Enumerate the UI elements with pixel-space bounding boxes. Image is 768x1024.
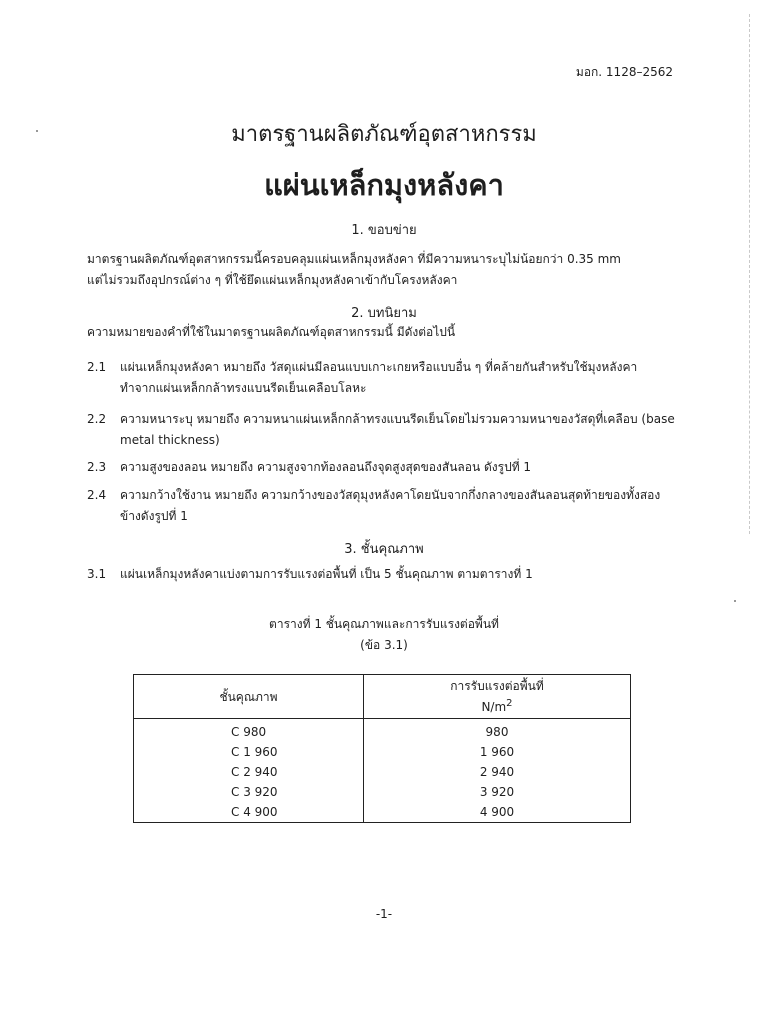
document-title-line1: มาตรฐานผลิตภัณฑ์อุตสาหกรรม — [231, 122, 537, 147]
item-text: แผ่นเหล็กมุงหลังคาแบ่งตามการรับแรงต่อพื้นที่ เป็น 5 ชั้นคุณภาพ ตามตารางที่ 1 — [120, 567, 533, 581]
scan-edge-line — [748, 14, 750, 534]
load-cell: 1 960 — [364, 742, 631, 762]
item-text-line2: ข้างดังรูปที่ 1 — [120, 509, 188, 523]
item-number: 2.1 — [87, 360, 107, 374]
document-title-line2: แผ่นเหล็กมุงหลังคา — [264, 168, 504, 202]
grade-cell: C 2 940 — [134, 762, 364, 782]
section3-heading: 3. ชั้นคุณภาพ — [344, 542, 424, 557]
table-row — [134, 802, 631, 823]
table-row — [134, 742, 631, 762]
definition-item — [87, 409, 687, 451]
section2-heading: 2. บทนิยาม — [351, 306, 417, 321]
grade-cell: C 1 960 — [134, 742, 364, 762]
definition-item — [87, 457, 687, 478]
unit-exponent: 2 — [506, 698, 513, 709]
table-header-row — [134, 675, 631, 719]
item-number: 2.4 — [87, 488, 107, 502]
grade-table — [133, 674, 631, 823]
header-load — [364, 675, 631, 719]
load-cell: 980 — [364, 719, 631, 743]
table-row — [134, 782, 631, 802]
definition-item — [87, 485, 687, 527]
header-load-label: การรับแรงต่อพื้นที่ — [450, 679, 544, 693]
standard-number: มอก. 1128–2562 — [575, 65, 673, 79]
grade-item — [87, 564, 687, 585]
section1-text — [87, 249, 687, 291]
item-text-line1: ความหนาระบุ หมายถึง ความหนาแผ่นเหล็กกล้าทรงแบนรีดเย็นโดยไม่รวมความหนาของวัสดุที่เคลือบ (base — [120, 412, 675, 426]
load-cell: 4 900 — [364, 802, 631, 823]
section2-intro: ความหมายของคำที่ใช้ในมาตรฐานผลิตภัณฑ์อุตสาหกรรมนี้ มีดังต่อไปนี้ — [87, 325, 456, 339]
table-row — [134, 719, 631, 743]
item-text-line2: ทำจากแผ่นเหล็กกล้าทรงแบนรีดเย็นเคลือบโลหะ — [120, 381, 367, 395]
section1-text-line1: มาตรฐานผลิตภัณฑ์อุตสาหกรรมนี้ครอบคลุมแผ่นเหล็กมุงหลังคา ที่มีความหนาระบุไม่น้อยกว่า 0.35 mm — [87, 252, 621, 266]
table-caption: ตารางที่ 1 ชั้นคุณภาพและการรับแรงต่อพื้นที่ — [269, 617, 499, 631]
table-subcaption: (ข้อ 3.1) — [360, 638, 408, 652]
item-number: 2.2 — [87, 412, 107, 426]
definition-item — [87, 357, 687, 399]
item-text-line1: แผ่นเหล็กมุงหลังคา หมายถึง วัสดุแผ่นมีลอนแบบเกาะเกยหรือแบบอื่น ๆ ที่คล้ายกันสำหรับใช้มุงหลังคา — [120, 360, 638, 374]
page-number: -1- — [375, 907, 393, 921]
item-number: 3.1 — [87, 567, 107, 581]
grade-cell: C 3 920 — [134, 782, 364, 802]
header-grade: ชั้นคุณภาพ — [134, 675, 364, 719]
section1-heading: 1. ขอบข่าย — [351, 223, 417, 238]
scan-speck — [734, 600, 736, 602]
item-text-line2: metal thickness) — [120, 433, 220, 447]
grade-cell: C 980 — [134, 719, 364, 743]
unit-base: N/m — [481, 700, 507, 714]
load-cell: 2 940 — [364, 762, 631, 782]
header-load-unit — [364, 695, 630, 716]
grade-cell: C 4 900 — [134, 802, 364, 823]
table-row — [134, 762, 631, 782]
item-number: 2.3 — [87, 460, 107, 474]
load-cell: 3 920 — [364, 782, 631, 802]
item-text-line1: ความกว้างใช้งาน หมายถึง ความกว้างของวัสดุมุงหลังคาโดยนับจากกึ่งกลางของสันลอนสุดท้ายของทั้งสอง — [120, 488, 661, 502]
item-text-line1: ความสูงของลอน หมายถึง ความสูงจากท้องลอนถึงจุดสูงสุดของสันลอน ดังรูปที่ 1 — [120, 460, 532, 474]
section1-text-line2: แต่ไม่รวมถึงอุปกรณ์ต่าง ๆ ที่ใช้ยึดแผ่นเหล็กมุงหลังคาเข้ากับโครงหลังคา — [87, 273, 458, 287]
